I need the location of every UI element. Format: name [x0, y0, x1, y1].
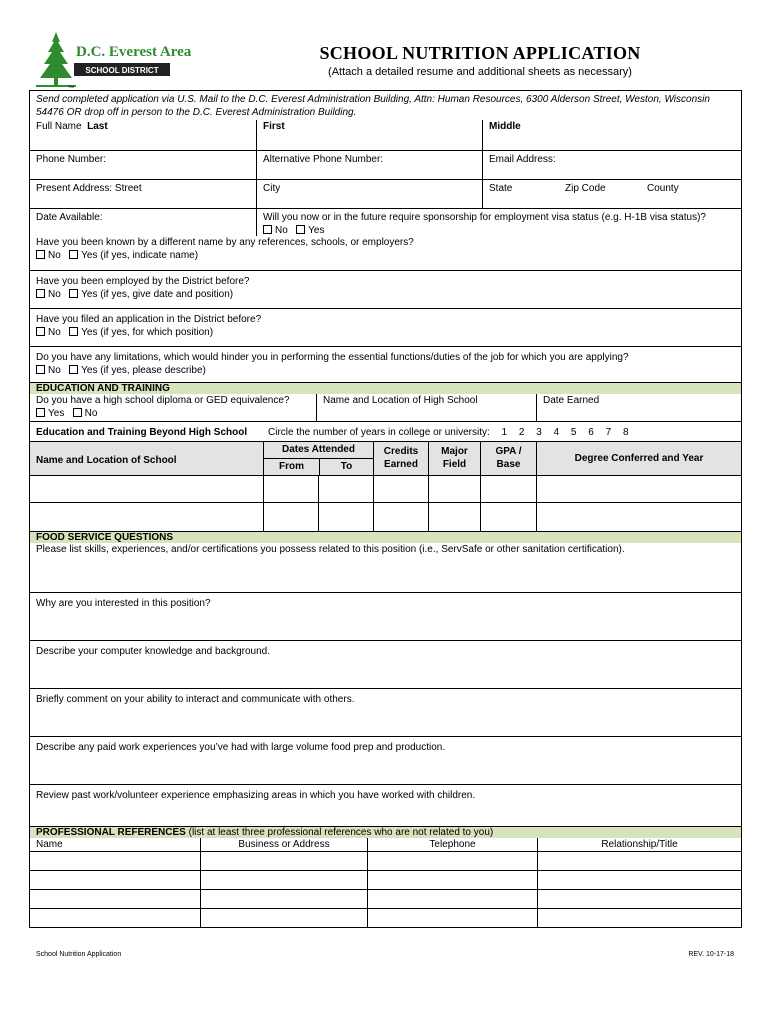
district-logo — [32, 30, 192, 92]
reference-entry-row[interactable] — [30, 908, 741, 927]
year-option[interactable]: 5 — [570, 427, 577, 438]
filed-row: Have you filed an application in the District before? No Yes (if yes, for which position) — [30, 308, 741, 346]
logo-sub: SCHOOL DISTRICT — [85, 66, 159, 75]
sponsorship-yes-checkbox[interactable] — [296, 225, 305, 234]
instructions-row — [30, 91, 741, 120]
known-by-row: Have you been known by a different name by any references, schools, or employers? No Yes (if yes, indicate name) — [36, 237, 414, 261]
food-prep-question[interactable]: Describe any paid work experiences you’ve had with large volume food prep and production. — [30, 736, 741, 784]
last-name-field[interactable]: Full Name Last — [36, 121, 108, 132]
education-heading: EDUCATION AND TRAINING — [30, 382, 741, 394]
interest-question[interactable]: Why are you interested in this position? — [30, 592, 741, 640]
children-question[interactable]: Review past work/volunteer experience emphasizing areas in which you have worked with children. — [30, 784, 741, 826]
tree-icon — [36, 32, 76, 87]
skills-question[interactable]: Please list skills, experiences, and/or certifications you possess related to this position (i.e., ServSafe or other sanitation certification). — [36, 544, 625, 555]
limitations-yes-checkbox[interactable] — [69, 365, 78, 374]
known-by-yes-checkbox[interactable] — [69, 250, 78, 259]
diploma-question: Do you have a high school diploma or GED equivalence? Yes No — [36, 395, 290, 419]
page-title: SCHOOL NUTRITION APPLICATION — [319, 43, 641, 63]
limitations-row: Do you have any limitations, which would hinder you in performing the essential functions/duties of the job for which you are applying? No Yes (if yes, please describe) — [30, 346, 741, 382]
diploma-yes-checkbox[interactable] — [36, 408, 45, 417]
address-row — [30, 179, 741, 208]
year-option[interactable]: 2 — [518, 427, 525, 438]
employed-row: Have you been employed by the District before? No Yes (if yes, give date and position) — [30, 270, 741, 308]
education-table-header: Name and Location of School Dates Attended From To Credits Earned Major Field GPA / Base Degree Conferred and Year — [30, 441, 741, 475]
page-subtitle: (Attach a detailed resume and additional sheets as necessary) — [328, 66, 632, 78]
year-option[interactable]: 3 — [536, 427, 542, 438]
computer-question[interactable]: Describe your computer knowledge and background. — [30, 640, 741, 688]
date-earned-field[interactable]: Date Earned — [536, 394, 741, 421]
application-form — [29, 90, 742, 928]
footer-left: School Nutrition Application — [36, 951, 122, 958]
reference-entry-row[interactable] — [30, 851, 741, 870]
years-circle-prompt: Circle the number of years in college or university: 1 2 3 4 5 6 7 8 — [268, 427, 629, 438]
year-option[interactable]: 4 — [553, 427, 560, 438]
alt-phone-field[interactable]: Alternative Phone Number: — [256, 151, 482, 179]
name-row — [30, 120, 741, 150]
employed-no-checkbox[interactable] — [36, 289, 45, 298]
sponsorship-no-checkbox[interactable] — [263, 225, 272, 234]
phone-row — [30, 150, 741, 179]
year-option[interactable]: 7 — [605, 427, 612, 438]
references-header-row: Name Business or Address Telephone Relationship/Title — [30, 838, 741, 851]
diploma-no-checkbox[interactable] — [73, 408, 82, 417]
date-available-field[interactable]: Date Available: — [36, 212, 103, 223]
state-zip-county-field[interactable]: State Zip Code County — [482, 180, 741, 208]
limitations-no-checkbox[interactable] — [36, 365, 45, 374]
filed-no-checkbox[interactable] — [36, 327, 45, 336]
high-school-field[interactable]: Name and Location of High School — [316, 394, 536, 421]
logo-name: D.C. Everest Area — [76, 44, 192, 60]
year-option[interactable]: 6 — [588, 427, 594, 438]
footer-revision: REV. 10-17-18 — [688, 951, 734, 958]
beyond-hs-row: Education and Training Beyond High School Circle the number of years in college or university: 1 2 3 4 5 6 7 8 — [30, 421, 741, 441]
filed-yes-checkbox[interactable] — [69, 327, 78, 336]
education-entry-row[interactable] — [30, 475, 741, 502]
first-name-field[interactable]: First — [256, 120, 482, 150]
year-option[interactable]: 1 — [501, 427, 508, 438]
diploma-row — [30, 394, 741, 421]
known-by-no-checkbox[interactable] — [36, 250, 45, 259]
svg-text:TM: TM — [68, 84, 74, 89]
instructions-text: Send completed application via U.S. Mail to the D.C. Everest Administration Building, Attn: Human Resources, 6300 Alderson Street, Weston, Wisconsin 54476 OR drop off in person to the D.C. Everest Administration Building. — [36, 94, 710, 118]
phone-field[interactable]: Phone Number: — [36, 154, 107, 165]
sponsorship-question: Will you now or in the future require sponsorship for employment visa status (e.g. H-1B visa status)? No Yes — [256, 209, 741, 236]
education-entry-row[interactable] — [30, 502, 741, 531]
middle-name-field[interactable]: Middle — [482, 120, 741, 150]
communication-question[interactable]: Briefly comment on your ability to interact and communicate with others. — [30, 688, 741, 736]
year-option[interactable]: 8 — [622, 427, 629, 438]
reference-entry-row[interactable] — [30, 870, 741, 889]
availability-row — [30, 208, 741, 236]
references-heading: PROFESSIONAL REFERENCES (list at least three professional references who are not related to you) — [30, 826, 741, 838]
city-field[interactable]: City — [256, 180, 482, 208]
food-service-heading: FOOD SERVICE QUESTIONS — [30, 531, 741, 543]
reference-entry-row[interactable] — [30, 889, 741, 908]
email-field[interactable]: Email Address: — [482, 151, 741, 179]
street-field[interactable]: Present Address: Street — [36, 183, 142, 194]
employed-yes-checkbox[interactable] — [69, 289, 78, 298]
